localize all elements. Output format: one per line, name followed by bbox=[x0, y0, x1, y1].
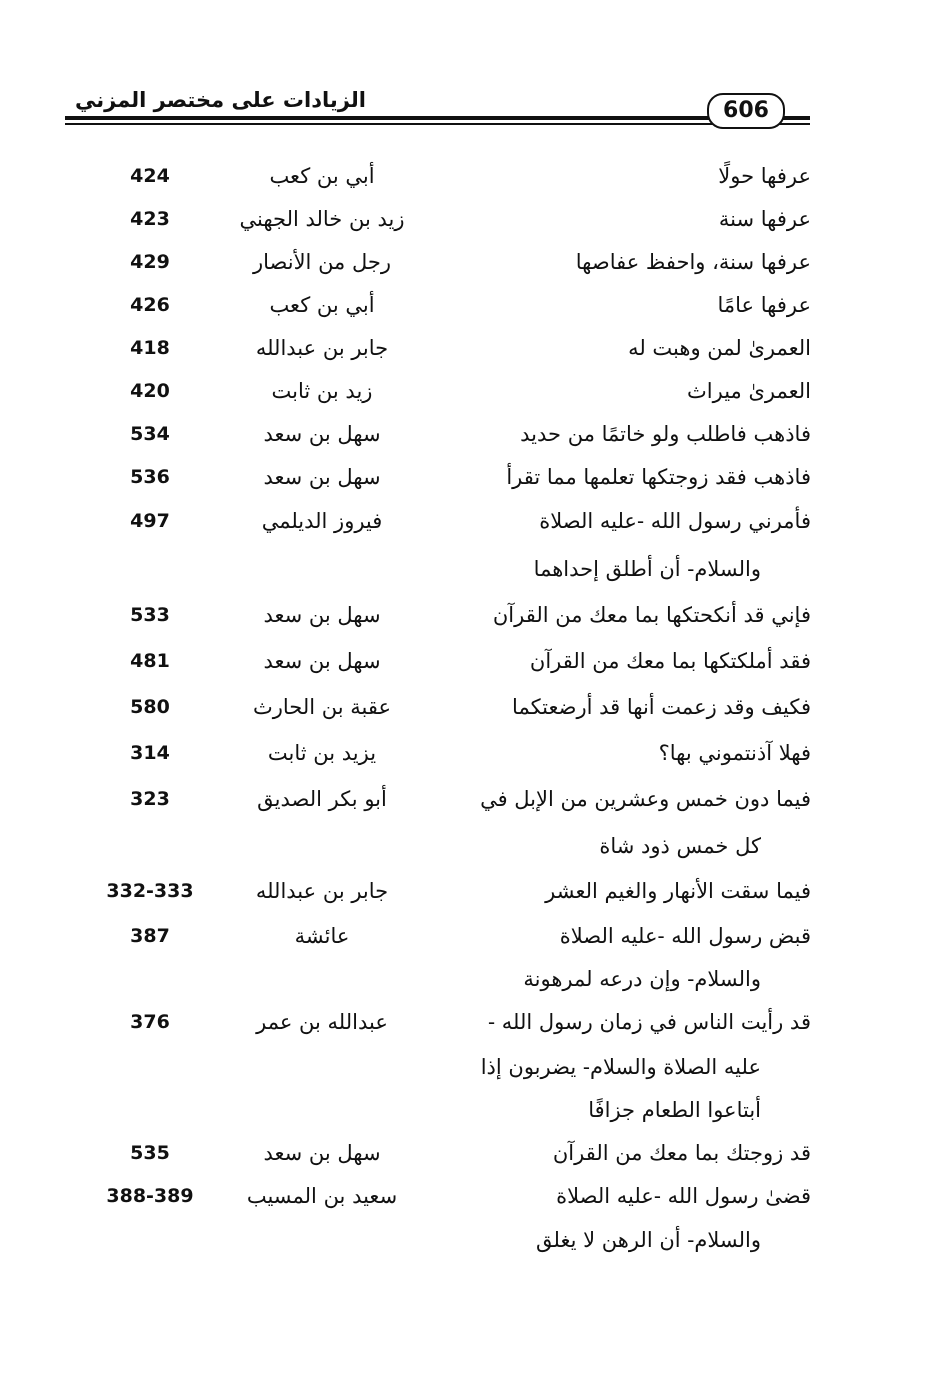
index-row bbox=[0, 869, 949, 913]
narrator: سهل بن سعد bbox=[263, 603, 381, 627]
page-ref: 426 bbox=[130, 294, 170, 316]
page-ref: 376 bbox=[130, 1011, 170, 1033]
index-row bbox=[0, 197, 949, 241]
index-row bbox=[0, 1131, 949, 1175]
hadith-text: فهلا آذنتموني بها؟ bbox=[658, 741, 811, 765]
page-ref: 418 bbox=[130, 337, 170, 359]
page-ref: 429 bbox=[130, 251, 170, 273]
hadith-text: فاذهب فاطلب ولو خاتمًا من حديد bbox=[520, 422, 811, 446]
index-row-continuation bbox=[0, 547, 949, 591]
index-row bbox=[0, 369, 949, 413]
hadith-text: فقد أملكتكها بما معك من القرآن bbox=[529, 649, 811, 673]
narrator: سهل بن سعد bbox=[263, 1141, 381, 1165]
hadith-text: فكيف وقد زعمت أنها قد أرضعتكما bbox=[512, 695, 811, 719]
page-ref: 424 bbox=[130, 165, 170, 187]
index-row bbox=[0, 283, 949, 327]
index-row-continuation bbox=[0, 957, 949, 1001]
index-row bbox=[0, 685, 949, 729]
hadith-text: عرفها عامًا bbox=[717, 293, 811, 317]
index-row bbox=[0, 777, 949, 821]
page-ref: 497 bbox=[130, 510, 170, 532]
index-row bbox=[0, 154, 949, 198]
page-ref: 388-389 bbox=[106, 1185, 194, 1207]
index-row bbox=[0, 326, 949, 370]
page-ref: 323 bbox=[130, 788, 170, 810]
narrator: جابر بن عبدالله bbox=[255, 336, 389, 360]
narrator: أبي بن كعب bbox=[269, 293, 375, 317]
page-ref: 536 bbox=[130, 466, 170, 488]
hadith-text: فأمرني رسول الله -عليه الصلاة bbox=[539, 509, 811, 533]
page-ref: 332-333 bbox=[106, 880, 194, 902]
narrator: زيد بن خالد الجهني bbox=[239, 207, 405, 231]
narrator: أبو بكر الصديق bbox=[257, 787, 387, 811]
hadith-text-continuation: عليه الصلاة والسلام- يضربون إذا bbox=[480, 1055, 761, 1079]
index-row bbox=[0, 914, 949, 958]
hadith-text-continuation: أبتاعوا الطعام جزافًا bbox=[588, 1098, 761, 1122]
narrator: فيروز الديلمي bbox=[261, 509, 383, 533]
index-row bbox=[0, 639, 949, 683]
hadith-text: العمرىٰ ميراث bbox=[687, 379, 811, 403]
index-row bbox=[0, 731, 949, 775]
hadith-text: عرفها سنة bbox=[718, 207, 811, 231]
index-row bbox=[0, 455, 949, 499]
hadith-text-continuation: كل خمس ذود شاة bbox=[599, 834, 761, 858]
index-row-continuation bbox=[0, 1045, 949, 1089]
hadith-text: فيما دون خمس وعشرين من الإبل في bbox=[480, 787, 811, 811]
index-row bbox=[0, 593, 949, 637]
hadith-text: قد زوجتك بما معك من القرآن bbox=[552, 1141, 811, 1165]
page-number: 606 bbox=[723, 98, 769, 123]
page-ref: 314 bbox=[130, 742, 170, 764]
index-row bbox=[0, 240, 949, 284]
narrator: سهل بن سعد bbox=[263, 649, 381, 673]
hadith-text: قضىٰ رسول الله -عليه الصلاة bbox=[556, 1184, 811, 1208]
narrator: يزيد بن ثابت bbox=[267, 741, 377, 765]
hadith-text: قد رأيت الناس في زمان رسول الله - bbox=[488, 1010, 811, 1034]
index-row bbox=[0, 1000, 949, 1044]
page-ref: 535 bbox=[130, 1142, 170, 1164]
index-row bbox=[0, 412, 949, 456]
hadith-text-continuation: والسلام- وإن درعه لمرهونة bbox=[523, 967, 761, 991]
page-ref: 420 bbox=[130, 380, 170, 402]
page-ref: 481 bbox=[130, 650, 170, 672]
hadith-text: عرفها سنة، واحفظ عفاصها bbox=[575, 250, 811, 274]
hadith-text: فيما سقت الأنهار والغيم العشر bbox=[545, 879, 811, 903]
narrator: سهل بن سعد bbox=[263, 422, 381, 446]
page-ref: 423 bbox=[130, 208, 170, 230]
hadith-text-continuation: والسلام- أن أطلق إحداهما bbox=[533, 557, 761, 581]
index-row-continuation bbox=[0, 824, 949, 868]
page-ref: 534 bbox=[130, 423, 170, 445]
page-ref: 580 bbox=[130, 696, 170, 718]
page-ref: 533 bbox=[130, 604, 170, 626]
narrator: سعيد بن المسيب bbox=[246, 1184, 398, 1208]
index-row bbox=[0, 499, 949, 543]
narrator: عبدالله بن عمر bbox=[256, 1010, 388, 1034]
index-row-continuation bbox=[0, 1218, 949, 1262]
narrator: عائشة bbox=[294, 924, 350, 948]
hadith-text: فاذهب فقد زوجتكها تعلمها مما تقرأ bbox=[506, 465, 811, 489]
page-ref: 387 bbox=[130, 925, 170, 947]
narrator: عقبة بن الحارث bbox=[252, 695, 392, 719]
hadith-text: عرفها حولًا bbox=[718, 164, 811, 188]
index-row bbox=[0, 1174, 949, 1218]
index-row-continuation bbox=[0, 1088, 949, 1132]
narrator: أبي بن كعب bbox=[269, 164, 375, 188]
narrator: زيد بن ثابت bbox=[271, 379, 373, 403]
hadith-text: العمرىٰ لمن وهبت له bbox=[628, 336, 811, 360]
hadith-text: قبض رسول الله -عليه الصلاة bbox=[559, 924, 811, 948]
narrator: سهل بن سعد bbox=[263, 465, 381, 489]
book-title: الزيادات على مختصر المزني bbox=[75, 88, 366, 112]
narrator: جابر بن عبدالله bbox=[255, 879, 389, 903]
hadith-text: فإني قد أنكحتكها بما معك من القرآن bbox=[492, 603, 811, 627]
narrator: رجل من الأنصار bbox=[252, 250, 392, 274]
hadith-text-continuation: والسلام- أن الرهن لا يغلق bbox=[536, 1228, 761, 1252]
